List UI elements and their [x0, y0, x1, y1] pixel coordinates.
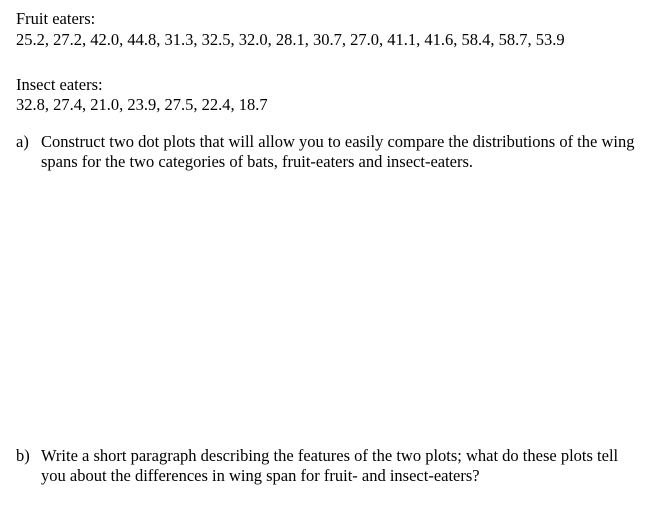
question-b	[16, 446, 636, 486]
fruit-eaters-values: 25.2, 27.2, 42.0, 44.8, 31.3, 32.5, 32.0, 28.1, 30.7, 27.0, 41.1, 41.6, 58.4, 58.7, 53.9	[16, 30, 565, 49]
insect-eaters-label: Insect eaters:	[16, 75, 103, 94]
question-a-label: a)	[16, 132, 29, 151]
question-b-text: Write a short paragraph describing the features of the two plots; what do these plots tell you about the differences in wing span for fruit- and insect-eaters?	[41, 446, 619, 485]
insect-eaters-values: 32.8, 27.4, 21.0, 23.9, 27.5, 22.4, 18.7	[16, 95, 268, 114]
question-a	[16, 132, 636, 172]
question-b-label: b)	[16, 446, 30, 465]
answer-space-a	[16, 185, 636, 435]
fruit-eaters-label: Fruit eaters:	[16, 9, 96, 28]
question-a-text: Construct two dot plots that will allow you to easily compare the distributions of the wing spans for the two categories of bats, fruit-eaters and insect-eaters.	[41, 132, 635, 171]
